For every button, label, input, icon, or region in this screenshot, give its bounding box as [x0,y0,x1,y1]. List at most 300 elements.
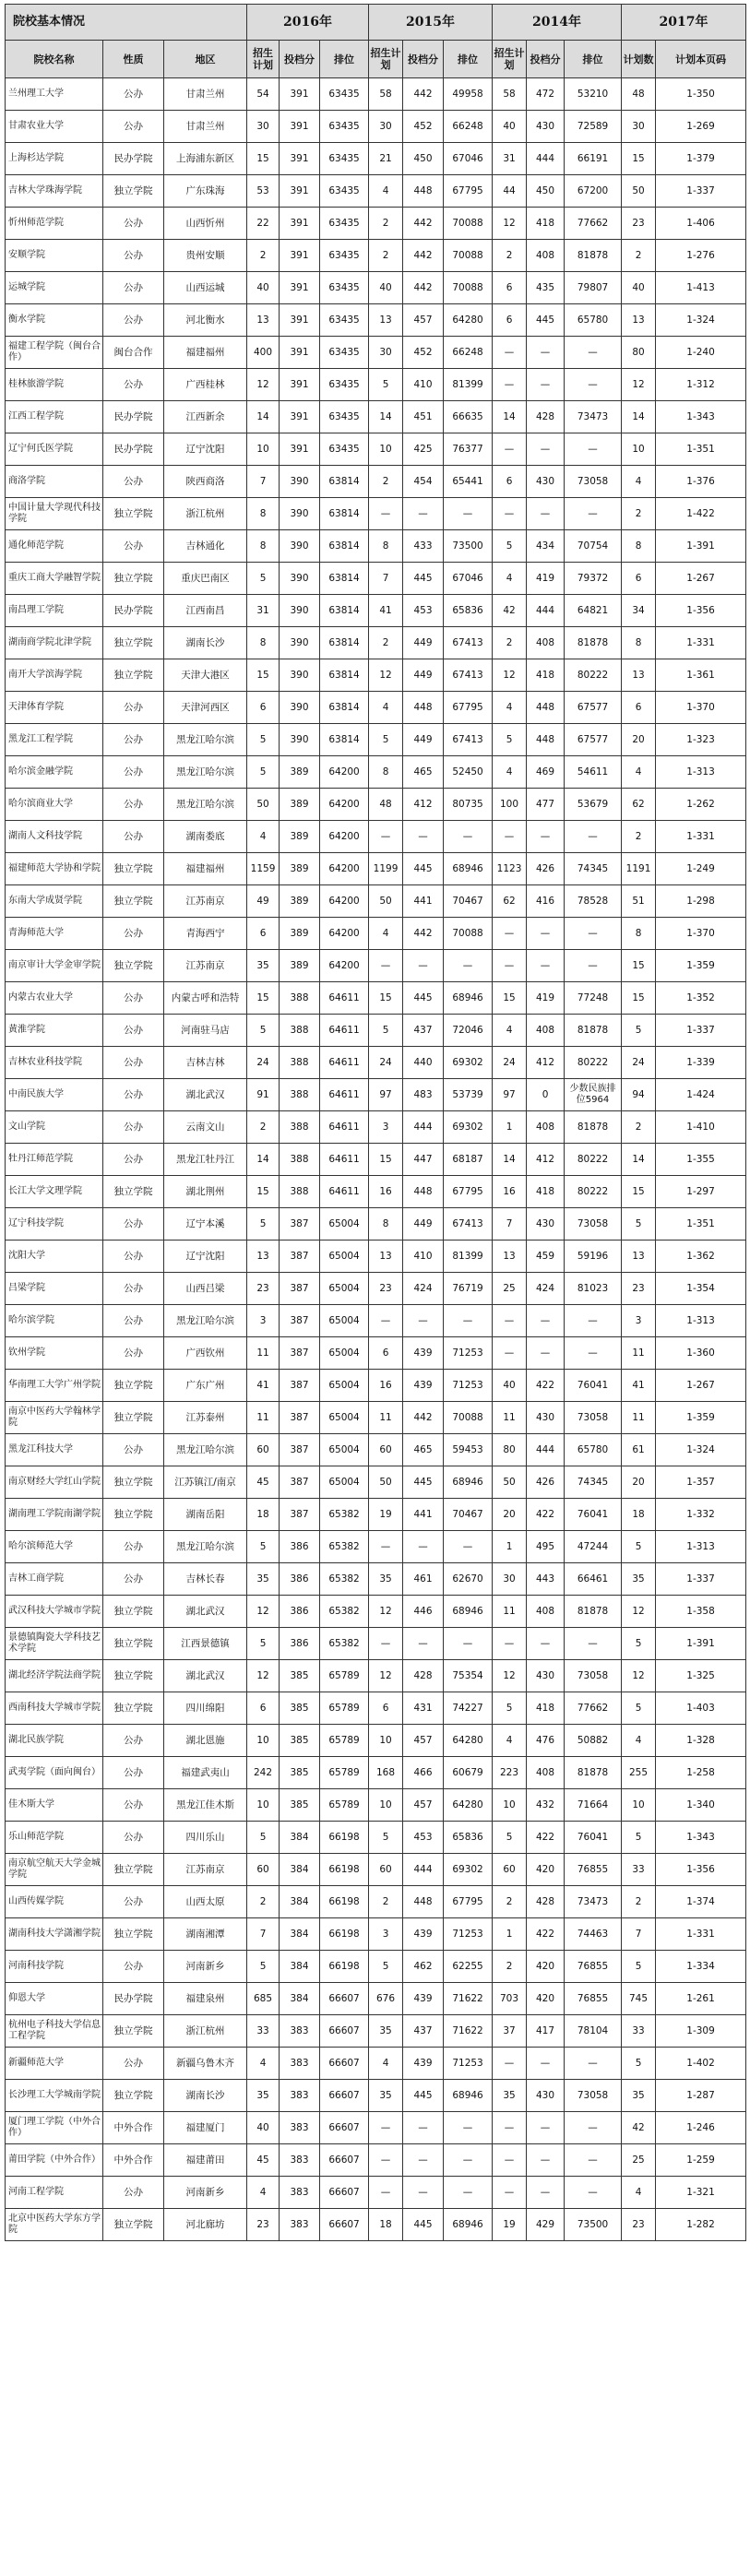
col-2016-score-cell: 383 [280,2015,320,2048]
col-2015-plan-cell: 21 [369,143,403,175]
col-type-cell: 民办学院 [103,433,164,466]
col-2014-plan-cell: 100 [493,789,527,821]
col-2015-score-cell: 449 [403,724,444,756]
col-2016-rank-header: 排位 [320,41,369,78]
col-2014-plan-cell: — [493,1305,527,1337]
col-2017-page-cell: 1-360 [656,1337,746,1370]
col-2017-plan-cell: 15 [622,1176,656,1208]
col-2016-rank-cell: 65004 [320,1466,369,1499]
col-2015-plan-cell: 30 [369,111,403,143]
col-2014-rank-cell: 50882 [565,1725,622,1757]
col-2016-score-cell: 387 [280,1402,320,1434]
col-2014-plan-cell: 24 [493,1047,527,1079]
col-2017-plan-cell: 4 [622,756,656,789]
col-2015-rank-cell: 70088 [444,918,493,950]
col-region-cell: 山西运城 [164,272,247,304]
col-2015-plan-cell: 35 [369,2015,403,2048]
col-2014-score-cell: 444 [527,1434,565,1466]
col-2014-score-cell: 408 [527,240,565,272]
col-2015-rank-cell: — [444,498,493,530]
col-2016-score-cell: 390 [280,530,320,563]
col-2017-page-cell: 1-267 [656,563,746,595]
col-2014-score-header: 投档分 [527,41,565,78]
col-region-cell: 湖南长沙 [164,627,247,659]
col-school-name-cell: 武汉科技大学城市学院 [6,1596,103,1628]
col-type-cell: 公办 [103,821,164,853]
col-2016-rank-cell: 66607 [320,1983,369,2015]
col-2017-page-cell: 1-331 [656,821,746,853]
col-2015-score-cell: 451 [403,401,444,433]
col-2015-rank-cell: 69302 [444,1047,493,1079]
col-2016-rank-cell: 65004 [320,1241,369,1273]
col-region-cell: 广东珠海 [164,175,247,208]
col-region-cell: 湖北武汉 [164,1079,247,1111]
col-2014-rank-cell: 78104 [565,2015,622,2048]
col-school-name-cell: 新疆师范大学 [6,2048,103,2080]
col-2014-plan-cell: 2 [493,627,527,659]
col-2016-score-cell: 391 [280,401,320,433]
col-2015-rank-cell: 68946 [444,1466,493,1499]
col-2014-rank-cell: — [565,2177,622,2209]
col-2014-plan-cell: 4 [493,563,527,595]
col-2017-plan-cell: 20 [622,1466,656,1499]
col-2014-score-cell: — [527,2112,565,2144]
col-2014-score-cell: 434 [527,530,565,563]
col-2017-plan-cell: 13 [622,1241,656,1273]
col-2016-score-cell: 387 [280,1466,320,1499]
col-2015-rank-cell: 49958 [444,78,493,111]
col-2016-rank-cell: 63814 [320,595,369,627]
col-2016-plan-cell: 4 [247,821,280,853]
col-type-header: 性质 [103,41,164,78]
col-type-cell: 独立学院 [103,1596,164,1628]
col-2014-rank-cell: — [565,369,622,401]
col-2016-plan-cell: 4 [247,2048,280,2080]
col-2015-plan-cell: 6 [369,1692,403,1725]
col-2017-page-cell: 1-331 [656,627,746,659]
col-2015-rank-cell: 69302 [444,1111,493,1144]
col-2014-score-cell: 443 [527,1563,565,1596]
col-2014-score-cell: 444 [527,143,565,175]
col-2014-score-cell: 450 [527,175,565,208]
table-row [6,1241,746,1273]
col-2014-rank-cell: 54611 [565,756,622,789]
col-school-name-cell: 辽宁科技学院 [6,1208,103,1241]
col-2017-page-cell: 1-370 [656,918,746,950]
col-2014-rank-cell: — [565,433,622,466]
col-region-cell: 湖南长沙 [164,2080,247,2112]
col-2016-score-cell: 389 [280,950,320,982]
col-2014-score-cell: 419 [527,563,565,595]
col-school-name-cell: 哈尔滨师范大学 [6,1531,103,1563]
col-2016-score-cell: 389 [280,756,320,789]
col-type-cell: 公办 [103,1757,164,1789]
col-2016-plan-cell: 53 [247,175,280,208]
col-2017-page-cell: 1-359 [656,1402,746,1434]
table-row [6,498,746,530]
col-2014-plan-cell: 16 [493,1176,527,1208]
col-2015-rank-cell: 71622 [444,2015,493,2048]
col-2015-rank-cell: 71253 [444,2048,493,2080]
col-2014-rank-cell: 80222 [565,659,622,692]
col-2014-rank-cell: 67200 [565,175,622,208]
col-2015-score-cell: 441 [403,885,444,918]
col-2014-rank-cell: 65780 [565,1434,622,1466]
table-row [6,563,746,595]
col-type-cell: 公办 [103,1047,164,1079]
col-2014-score-cell: 445 [527,304,565,337]
col-type-cell: 公办 [103,724,164,756]
col-type-cell: 公办 [103,1531,164,1563]
col-type-cell: 独立学院 [103,1466,164,1499]
col-2015-plan-cell: 50 [369,1466,403,1499]
table-row [6,1466,746,1499]
col-2016-plan-cell: 12 [247,1596,280,1628]
col-2016-plan-cell: 23 [247,1273,280,1305]
col-2015-rank-cell: — [444,821,493,853]
col-2016-score-cell: 388 [280,1079,320,1111]
col-2016-score-cell: 391 [280,369,320,401]
col-2016-plan-cell: 35 [247,1563,280,1596]
col-2017-plan-cell: 35 [622,2080,656,2112]
col-2016-plan-cell: 11 [247,1402,280,1434]
col-2017-page-cell: 1-258 [656,1757,746,1789]
col-2014-plan-cell: — [493,1628,527,1660]
col-type-cell: 公办 [103,1241,164,1273]
col-2015-score-header: 投档分 [403,41,444,78]
col-type-cell: 公办 [103,2048,164,2080]
col-2016-rank-cell: 65004 [320,1337,369,1370]
col-2014-plan-header: 招生计划 [493,41,527,78]
col-2014-score-cell: 424 [527,1273,565,1305]
col-2016-plan-cell: 45 [247,1466,280,1499]
col-2014-rank-cell: 81878 [565,1757,622,1789]
col-school-name-cell: 天津体育学院 [6,692,103,724]
col-2016-plan-cell: 5 [247,1015,280,1047]
col-2015-rank-cell: 67046 [444,563,493,595]
col-2016-plan-cell: 10 [247,1789,280,1822]
col-2015-score-cell: 448 [403,1176,444,1208]
col-type-cell: 民办学院 [103,401,164,433]
col-2014-rank-cell: — [565,821,622,853]
col-2015-rank-cell: — [444,1531,493,1563]
col-2015-plan-cell: 8 [369,530,403,563]
col-type-cell: 公办 [103,530,164,563]
col-2014-rank-cell: — [565,950,622,982]
table-row [6,2112,746,2144]
col-2014-rank-cell: — [565,498,622,530]
col-2016-rank-cell: 66607 [320,2144,369,2177]
col-2017-page-cell: 1-337 [656,1563,746,1596]
col-type-cell: 民办学院 [103,143,164,175]
col-2016-rank-cell: 63435 [320,175,369,208]
col-type-cell: 闽台合作 [103,337,164,369]
col-region-cell: 黑龙江哈尔滨 [164,724,247,756]
col-2017-plan-cell: 80 [622,337,656,369]
col-2015-rank-cell: 76719 [444,1273,493,1305]
col-2017-plan-cell: 5 [622,1951,656,1983]
col-2015-score-cell: — [403,2144,444,2177]
col-2017-plan-cell: 4 [622,466,656,498]
col-2016-plan-cell: 12 [247,1660,280,1692]
table-row [6,1563,746,1596]
col-2014-score-cell: 408 [527,1596,565,1628]
col-2016-plan-cell: 2 [247,1886,280,1918]
col-2015-rank-cell: 72046 [444,1015,493,1047]
col-2014-plan-cell: 15 [493,982,527,1015]
col-type-cell: 独立学院 [103,2015,164,2048]
col-school-name-cell: 上海杉达学院 [6,143,103,175]
col-2015-score-cell: 439 [403,1918,444,1951]
col-school-name-cell: 吕梁学院 [6,1273,103,1305]
col-2015-rank-cell: 67795 [444,1886,493,1918]
col-2014-plan-cell: — [493,950,527,982]
col-region-cell: 黑龙江牡丹江 [164,1144,247,1176]
col-2015-rank-cell: 65836 [444,1822,493,1854]
col-2017-plan-cell: 12 [622,369,656,401]
col-2017-page-cell: 1-334 [656,1951,746,1983]
col-type-cell: 公办 [103,1951,164,1983]
col-2017-plan-cell: 14 [622,1144,656,1176]
col-school-name-cell: 南京审计大学金审学院 [6,950,103,982]
col-2016-rank-cell: 63435 [320,143,369,175]
col-2015-plan-header: 招生计划 [369,41,403,78]
col-2015-score-cell: 461 [403,1563,444,1596]
col-2017-plan-cell: 4 [622,1725,656,1757]
col-2015-score-cell: 483 [403,1079,444,1111]
col-2015-plan-cell: 7 [369,563,403,595]
col-2015-rank-cell: 67413 [444,1208,493,1241]
col-type-cell: 公办 [103,1725,164,1757]
col-2015-rank-cell: 67413 [444,724,493,756]
col-2017-plan-cell: 15 [622,143,656,175]
col-2015-rank-cell: 67413 [444,659,493,692]
col-type-cell: 中外合作 [103,2144,164,2177]
col-2016-rank-cell: 64611 [320,1079,369,1111]
col-2015-plan-cell: 4 [369,175,403,208]
col-2016-plan-cell: 1159 [247,853,280,885]
col-2014-plan-cell: 40 [493,111,527,143]
col-2015-plan-cell: 16 [369,1176,403,1208]
col-2014-rank-cell: — [565,2112,622,2144]
col-2015-score-cell: 440 [403,1047,444,1079]
col-2017-plan-cell: 5 [622,1692,656,1725]
col-2017-plan-header: 计划数 [622,41,656,78]
col-2016-plan-cell: 5 [247,1628,280,1660]
col-2015-score-cell: 445 [403,2209,444,2241]
col-school-name-cell: 中国计量大学现代科技学院 [6,498,103,530]
col-2014-rank-header: 排位 [565,41,622,78]
col-2015-plan-cell: 5 [369,724,403,756]
col-2015-score-cell: 444 [403,1111,444,1144]
table-row [6,1273,746,1305]
col-2016-score-cell: 383 [280,2112,320,2144]
col-2017-plan-cell: 41 [622,1370,656,1402]
col-region-header: 地区 [164,41,247,78]
col-2017-plan-cell: 12 [622,1660,656,1692]
col-2015-plan-cell: 4 [369,2048,403,2080]
col-region-cell: 吉林长春 [164,1563,247,1596]
col-2015-score-cell: 448 [403,1886,444,1918]
col-2016-plan-cell: 5 [247,1531,280,1563]
table-row [6,595,746,627]
col-2015-score-cell: 437 [403,1015,444,1047]
table-row [6,1531,746,1563]
col-2016-score-cell: 390 [280,466,320,498]
col-2014-rank-cell: 72589 [565,111,622,143]
col-2014-rank-cell: 76855 [565,1983,622,2015]
col-type-cell: 公办 [103,2177,164,2209]
col-2015-rank-cell: 70088 [444,272,493,304]
col-2016-rank-cell: 66198 [320,1854,369,1886]
col-2015-plan-cell: 13 [369,304,403,337]
col-2016-score-cell: 390 [280,563,320,595]
col-region-cell: 湖北恩施 [164,1725,247,1757]
col-school-name-cell: 南京财经大学红山学院 [6,1466,103,1499]
col-2014-score-cell: 422 [527,1822,565,1854]
col-2016-plan-cell: 8 [247,530,280,563]
table-row [6,659,746,692]
col-2014-score-cell: — [527,821,565,853]
col-2014-score-cell: 430 [527,111,565,143]
col-school-name-cell: 文山学院 [6,1111,103,1144]
col-type-cell: 公办 [103,1144,164,1176]
col-2015-plan-cell: — [369,2177,403,2209]
col-2017-page-cell: 1-313 [656,756,746,789]
col-2017-plan-cell: 15 [622,982,656,1015]
col-2016-rank-cell: 64611 [320,982,369,1015]
col-2014-score-cell: 428 [527,1886,565,1918]
col-school-name-cell: 南开大学滨海学院 [6,659,103,692]
col-2014-rank-cell: 81878 [565,1596,622,1628]
col-2014-score-cell: 418 [527,208,565,240]
col-region-cell: 云南文山 [164,1111,247,1144]
col-2015-plan-cell: 41 [369,595,403,627]
col-2014-score-cell: 408 [527,1757,565,1789]
col-2015-rank-header: 排位 [444,41,493,78]
col-2016-plan-cell: 12 [247,369,280,401]
col-2016-plan-cell: 400 [247,337,280,369]
col-school-name-cell: 辽宁何氏医学院 [6,433,103,466]
col-2016-rank-cell: 63435 [320,337,369,369]
col-2015-rank-cell: 60679 [444,1757,493,1789]
col-2015-rank-cell: 62255 [444,1951,493,1983]
col-2014-rank-cell: 80222 [565,1047,622,1079]
col-2014-score-cell: 420 [527,1854,565,1886]
col-2015-rank-cell: — [444,2144,493,2177]
col-2015-score-cell: 439 [403,1337,444,1370]
col-2015-rank-cell: 68187 [444,1144,493,1176]
col-2017-page-cell: 1-362 [656,1241,746,1273]
col-school-name-cell: 黑龙江工程学院 [6,724,103,756]
col-school-name-cell: 商洛学院 [6,466,103,498]
col-2016-rank-cell: 63814 [320,498,369,530]
table-row [6,756,746,789]
col-2016-score-cell: 385 [280,1789,320,1822]
col-2015-plan-cell: 2 [369,208,403,240]
col-2017-plan-cell: 33 [622,2015,656,2048]
col-2015-score-cell: — [403,498,444,530]
col-school-name-cell: 杭州电子科技大学信息工程学院 [6,2015,103,2048]
col-2016-rank-cell: 66607 [320,2015,369,2048]
col-2014-rank-cell: 73058 [565,1660,622,1692]
col-2016-score-cell: 385 [280,1757,320,1789]
col-2016-score-cell: 383 [280,2048,320,2080]
col-2014-score-cell: — [527,1628,565,1660]
col-region-cell: 浙江杭州 [164,2015,247,2048]
col-2017-plan-cell: 8 [622,627,656,659]
table-body [6,78,746,2241]
col-2015-rank-cell: — [444,2177,493,2209]
col-2014-rank-cell: — [565,1337,622,1370]
col-2015-plan-cell: 4 [369,918,403,950]
col-type-cell: 公办 [103,692,164,724]
col-school-name-cell: 福建工程学院（闽台合作） [6,337,103,369]
col-2015-rank-cell: 67795 [444,175,493,208]
col-2015-rank-cell: 70088 [444,1402,493,1434]
col-2015-score-cell: 442 [403,78,444,111]
col-2017-page-cell: 1-328 [656,1725,746,1757]
col-type-cell: 公办 [103,111,164,143]
col-2014-score-cell: — [527,337,565,369]
col-2017-page-cell: 1-337 [656,175,746,208]
col-2014-rank-cell: 74345 [565,1466,622,1499]
col-2015-score-cell: 439 [403,1370,444,1402]
col-region-cell: 天津大港区 [164,659,247,692]
col-school-name-cell: 哈尔滨学院 [6,1305,103,1337]
col-2016-score-cell: 391 [280,240,320,272]
col-2014-plan-cell: 31 [493,143,527,175]
col-2016-score-cell: 390 [280,627,320,659]
col-region-cell: 上海浦东新区 [164,143,247,175]
col-school-name-cell: 哈尔滨商业大学 [6,789,103,821]
header-row-columns [6,41,746,78]
col-2017-page-cell: 1-422 [656,498,746,530]
col-type-cell: 公办 [103,789,164,821]
col-school-name-cell: 吉林农业科技学院 [6,1047,103,1079]
col-region-cell: 湖北武汉 [164,1660,247,1692]
col-2017-page-cell: 1-324 [656,1434,746,1466]
col-region-cell: 黑龙江佳木斯 [164,1789,247,1822]
col-2014-score-cell: 422 [527,1918,565,1951]
col-type-cell: 中外合作 [103,2112,164,2144]
col-region-cell: 福建泉州 [164,1983,247,2015]
col-2015-score-cell: 449 [403,627,444,659]
col-2015-plan-cell: 676 [369,1983,403,2015]
col-2014-rank-cell: — [565,1628,622,1660]
col-2014-plan-cell: — [493,337,527,369]
col-2014-score-cell: 426 [527,1466,565,1499]
col-2016-score-cell: 391 [280,272,320,304]
col-school-name-header: 院校名称 [6,41,103,78]
col-2015-plan-cell: — [369,2144,403,2177]
col-2015-rank-cell: 76377 [444,433,493,466]
col-2016-rank-cell: 63814 [320,659,369,692]
col-2015-plan-cell: 13 [369,1241,403,1273]
table-row [6,1370,746,1402]
col-2014-score-cell: 412 [527,1047,565,1079]
col-2014-plan-cell: 6 [493,304,527,337]
col-2015-score-cell: 444 [403,1854,444,1886]
col-2015-plan-cell: — [369,821,403,853]
col-2016-rank-cell: 66607 [320,2048,369,2080]
col-school-name-cell: 西南科技大学城市学院 [6,1692,103,1725]
col-2014-plan-cell: 60 [493,1854,527,1886]
col-2017-plan-cell: 10 [622,433,656,466]
col-2015-score-cell: 439 [403,1983,444,2015]
table-row [6,692,746,724]
col-2014-plan-cell: 10 [493,1789,527,1822]
